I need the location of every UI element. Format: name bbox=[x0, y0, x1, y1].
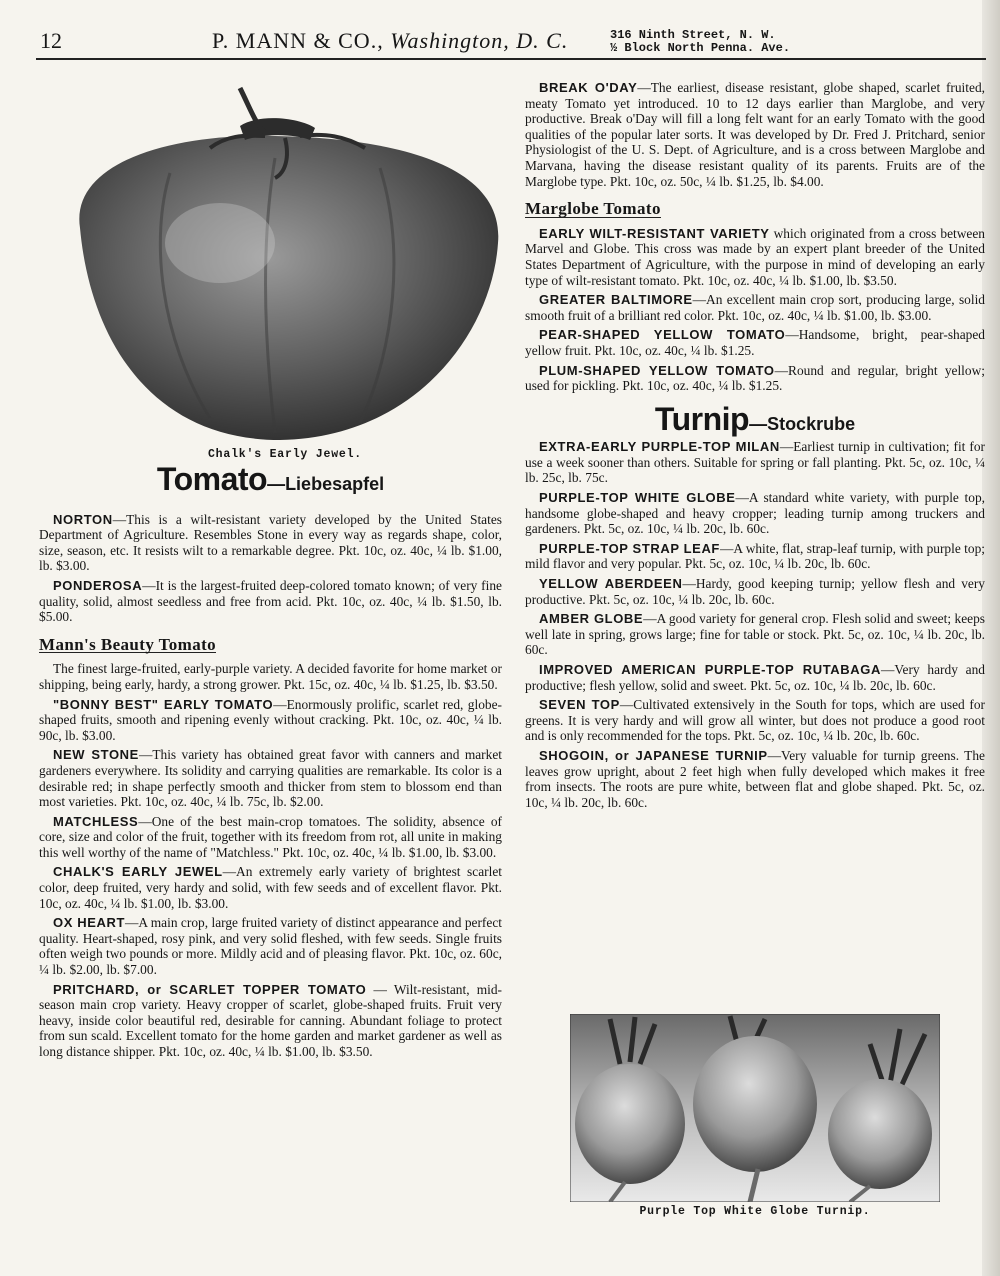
page-number: 12 bbox=[40, 28, 62, 53]
list-item bbox=[525, 576, 985, 607]
entry-text: Very hardy and productive; flesh yellow, solid and sweet. Pkt. 5c, oz. 10c, ¼ lb. 20c, lb. 60c. bbox=[525, 662, 985, 693]
address-line-2: ½ Block North Penna. Ave. bbox=[610, 41, 791, 55]
list-item bbox=[525, 80, 985, 189]
company-label: P. MANN & CO., bbox=[212, 28, 384, 53]
list-item bbox=[525, 363, 985, 394]
turnip-section-title bbox=[525, 400, 985, 437]
list-item bbox=[39, 864, 502, 911]
entry-name: PEAR-SHAPED YELLOW TOMATO bbox=[539, 327, 786, 343]
entry-name: SEVEN TOP bbox=[539, 697, 620, 713]
entry-sep: — bbox=[735, 490, 749, 506]
entry-sep: — bbox=[785, 327, 799, 343]
entry-text: Wilt-resistant, mid-season main crop variety. Heavy cropper of scarlet, globe-shaped fruits. Fruit very heavy, inside color beautiful red, desirable for canning. Abundant foliage to protect from sun scald. Excellent tomato for the home garden and market gardener as well as long distance shipper. Pkt. 10c, oz. 40c, ¼ lb. $1.00, lb. $3.50. bbox=[39, 981, 502, 1059]
list-item bbox=[39, 747, 502, 809]
turnip-illustration bbox=[570, 1014, 940, 1202]
entry-text: Enormously prolific, scarlet red, globe-shaped fruits, smooth and ripening evenly without cracking. Pkt. 10c, oz. 40c, ¼ lb. 90c, lb. $3.00. bbox=[39, 696, 502, 743]
entry-text: A standard white variety, with purple top, handsome globe-shaped and heavy cropper; leading turnip among truckers and gardeners. Pkt. 5c, oz. 10c, ¼ lb. 20c, lb. 60c. bbox=[525, 490, 985, 537]
tomato-illustration bbox=[60, 78, 510, 448]
list-item bbox=[525, 748, 985, 810]
list-item bbox=[39, 512, 502, 574]
entry-sep: — bbox=[637, 80, 651, 95]
entry-sep: — bbox=[774, 362, 789, 378]
entry-name: PLUM-SHAPED YELLOW TOMATO bbox=[539, 362, 775, 378]
list-item bbox=[525, 490, 985, 537]
entry-text: A main crop, large fruited variety of distinct appearance and perfect quality. Heart-shaped, rosy pink, and very solid fleshed, with few seeds. Single fruits often weigh two pounds or more. Mildly acid and of pleasing flavor. Pkt. 10c, oz. 60c, ¼ lb. $2.00, lb. $7.00. bbox=[39, 915, 502, 978]
entry-name: YELLOW ABERDEEN bbox=[539, 576, 683, 592]
entry-sep: — bbox=[643, 611, 657, 627]
entry-text: Very valuable for turnip greens. The leaves grow upright, about 2 feet high when fully developed which makes it free from insects. The roots are pure white, between flat and globe shaped. Pkt. 5c, oz. 10c, ¼ lb. 20c, lb. 60c. bbox=[525, 747, 985, 810]
list-item bbox=[525, 541, 985, 572]
list-item bbox=[525, 327, 985, 358]
entry-name: EARLY WILT-RESISTANT VARIETY bbox=[539, 225, 770, 241]
entry-name: SHOGOIN, or JAPANESE TURNIP bbox=[539, 747, 768, 763]
entry-text: Earliest turnip in cultivation; fit for use a week sooner than others. Suitable for spring or fall planting. Pkt. 5c, oz. 10c, ¼ lb. 25c, lb. 75c. bbox=[525, 439, 986, 486]
entry-name: "BONNY BEST" EARLY TOMATO bbox=[53, 696, 274, 712]
company-name bbox=[212, 28, 568, 54]
entry-name: GREATER BALTIMORE bbox=[539, 292, 693, 308]
right-column bbox=[525, 80, 985, 814]
entry-text: This is a wilt-resistant variety developed by the United States Department of Agriculture. Resembles Stone in every way as regards shape, color, size, season, etc. It resists wilt to a remarkable degree. Pkt. 10c, oz. 40c, ¼ lb. $1.00, lb. $3.00. bbox=[39, 511, 502, 574]
list-item bbox=[39, 982, 502, 1060]
entry-sep: — bbox=[779, 439, 794, 455]
entry-text: An extremely early variety of brightest scarlet color, deep fruited, very hardy and solid, with few seeds and of excellent flavor. Pkt. 10c, oz. 40c, ¼ lb. $1.00, lb. $3.00. bbox=[39, 864, 502, 911]
entry-name: IMPROVED AMERICAN PURPLE-TOP RUTABAGA bbox=[539, 662, 881, 677]
list-item bbox=[39, 915, 502, 977]
entry-text: A good variety for general crop. Flesh solid and sweet; keeps well late in spring, grows large; fine for table or stock. Pkt. 5c, oz. 10c, ¼ lb. 20c, lb. 60c. bbox=[525, 611, 985, 658]
entry-text: Round and regular, bright yellow; used for pickling. Pkt. 10c, oz. 40c, ¼ lb. $1.25. bbox=[525, 362, 985, 394]
entry-name: PRITCHARD, or SCARLET TOPPER TOMATO bbox=[53, 981, 367, 997]
entry-sep: — bbox=[682, 576, 696, 592]
entry-text: A white, flat, strap-leaf turnip, with purple top; mild flavor and very popular. Pkt. 5c, oz. 10c, ¼ lb. 20c, lb. 60c. bbox=[525, 540, 986, 572]
entry-name: MATCHLESS bbox=[53, 813, 139, 829]
company-address bbox=[610, 29, 790, 55]
entry-text: Handsome, bright, pear-shaped yellow fruit. Pkt. 10c, oz. 40c, ¼ lb. $1.25. bbox=[525, 327, 985, 358]
entry-text: The earliest, disease resistant, globe shaped, scarlet fruited, meaty Tomato yet introduced. 10 to 12 days earlier than Marglobe, and very productive. Break o'Day will fill a long felt want for an early Tomato with the good qualities of the popular later sorts. It was developed by Dr. Fred J. Pritchard, senior Physiologist of the U. S. Dept. of Agriculture, and is a cross between Marglobe and Marvana, having the disease resistant quality of its parents. Fruits are of the Marglobe type. Pkt. 10c, oz. 50c, ¼ lb. $1.25, lb. $4.00. bbox=[525, 80, 985, 189]
entry-sep: — bbox=[719, 540, 734, 556]
list-item bbox=[525, 439, 985, 486]
tomato-section-title bbox=[39, 461, 502, 497]
tomato-caption: Chalk's Early Jewel. bbox=[207, 448, 363, 461]
turnip-title-big: Turnip bbox=[654, 400, 750, 437]
entry-text: It is the largest-fruited deep-colored tomato known; of very fine quality, solid, almost seedless and free from acid. Pkt. 10c, oz. 40c, ¼ lb. $1.50, lb. $5.00. bbox=[39, 577, 502, 625]
entry-name: BREAK O'DAY bbox=[539, 80, 638, 95]
entry-sep: — bbox=[112, 511, 127, 527]
list-item bbox=[39, 814, 502, 861]
entry-name: EXTRA-EARLY PURPLE-TOP MILAN bbox=[539, 439, 780, 455]
list-item bbox=[39, 578, 502, 625]
entry-name: NORTON bbox=[53, 511, 113, 527]
list-item bbox=[525, 611, 985, 658]
list-item bbox=[39, 697, 502, 744]
entry-sep: — bbox=[138, 747, 153, 763]
entry-text: which originated from a cross between Marvel and Globe. This cross was made by an expert plant breeder of the United States Department of Agriculture, with the purpose in mind of developing an early type of wilt-resistant tomato. Pkt. 10c, oz. 40c, ¼ lb. $1.00, lb. $3.50. bbox=[525, 225, 985, 288]
entry-text: An excellent main crop sort, producing large, solid smooth fruit of a brilliant red color. Pkt. 10c, oz. 40c, ¼ lb. $1.00, lb. $3.00. bbox=[525, 292, 985, 323]
list-item bbox=[525, 662, 985, 693]
manns-beauty-intro: The finest large-fruited, early-purple variety. A decided favorite for home market or shipping, being early, hardy, a strong grower. Pkt. 15c, oz. 40c, ¼ lb. $1.25, lb. $3.50. bbox=[39, 661, 502, 692]
entry-text: Hardy, good keeping turnip; yellow flesh and very productive. Pkt. 5c, oz. 10c, ¼ lb. 20c, lb. 60c. bbox=[525, 576, 985, 607]
entry-sep: — bbox=[692, 292, 707, 308]
entry-sep: — bbox=[138, 813, 152, 829]
entry-sep: — bbox=[142, 577, 156, 593]
left-column bbox=[39, 461, 503, 1064]
entry-name: PURPLE-TOP WHITE GLOBE bbox=[539, 490, 736, 506]
marglobe-heading: Marglobe Tomato bbox=[525, 199, 661, 219]
header-rule bbox=[36, 58, 986, 60]
entry-sep: — bbox=[767, 747, 782, 763]
entry-name: CHALK'S EARLY JEWEL bbox=[53, 864, 223, 880]
entry-sep: — bbox=[222, 864, 237, 880]
entry-sep: — bbox=[125, 915, 139, 931]
entry-sep: — bbox=[366, 981, 394, 997]
manns-beauty-heading: Mann's Beauty Tomato bbox=[39, 634, 217, 654]
list-item bbox=[525, 697, 985, 744]
turnip-caption: Purple Top White Globe Turnip. bbox=[639, 1205, 871, 1218]
company-city: Washington, D. C. bbox=[390, 28, 569, 53]
entry-sep: — bbox=[619, 697, 634, 713]
address-line-1: 316 Ninth Street, N. W. bbox=[610, 28, 776, 42]
turnip-title-small: —Stockrube bbox=[749, 413, 856, 434]
list-item bbox=[525, 226, 985, 288]
entry-name: PURPLE-TOP STRAP LEAF bbox=[539, 540, 720, 556]
entry-name: NEW STONE bbox=[53, 747, 139, 763]
entry-name: AMBER GLOBE bbox=[539, 611, 644, 627]
entry-text: Cultivated extensively in the South for tops, which are used for greens. It is very hardy and will grow all winter, but does not produce a good root and is only recommended for the tops. Pkt. 5c, oz. 10c, ¼ lb. 20c, lb. 60c. bbox=[525, 697, 985, 744]
entry-text: One of the best main-crop tomatoes. The solidity, absence of core, size and color of the fruit, together with its freedom from rot, all unite in making this well worthy of the name of "Matchless." Pkt. 10c, oz. 40c, ¼ lb. $1.00, lb. $3.00. bbox=[39, 813, 502, 860]
entry-text: This variety has obtained great favor with canners and market gardeners everywhere. Its solidity and carrying qualities are remarkable. Its color is a desirable red; in shape perfectly smooth and thicker from stem to blossom end than most varieties. Pkt. 10c, oz. 40c, ¼ lb. 75c, lb. $2.00. bbox=[39, 747, 503, 810]
entry-name: OX HEART bbox=[53, 915, 126, 931]
entry-sep: — bbox=[880, 662, 895, 677]
list-item bbox=[525, 292, 985, 323]
page-header bbox=[0, 0, 1000, 60]
entry-name: PONDEROSA bbox=[53, 577, 143, 593]
tomato-title-small: —Liebesapfel bbox=[267, 474, 385, 494]
entry-sep: — bbox=[273, 696, 287, 712]
tomato-title-big: Tomato bbox=[156, 461, 268, 497]
